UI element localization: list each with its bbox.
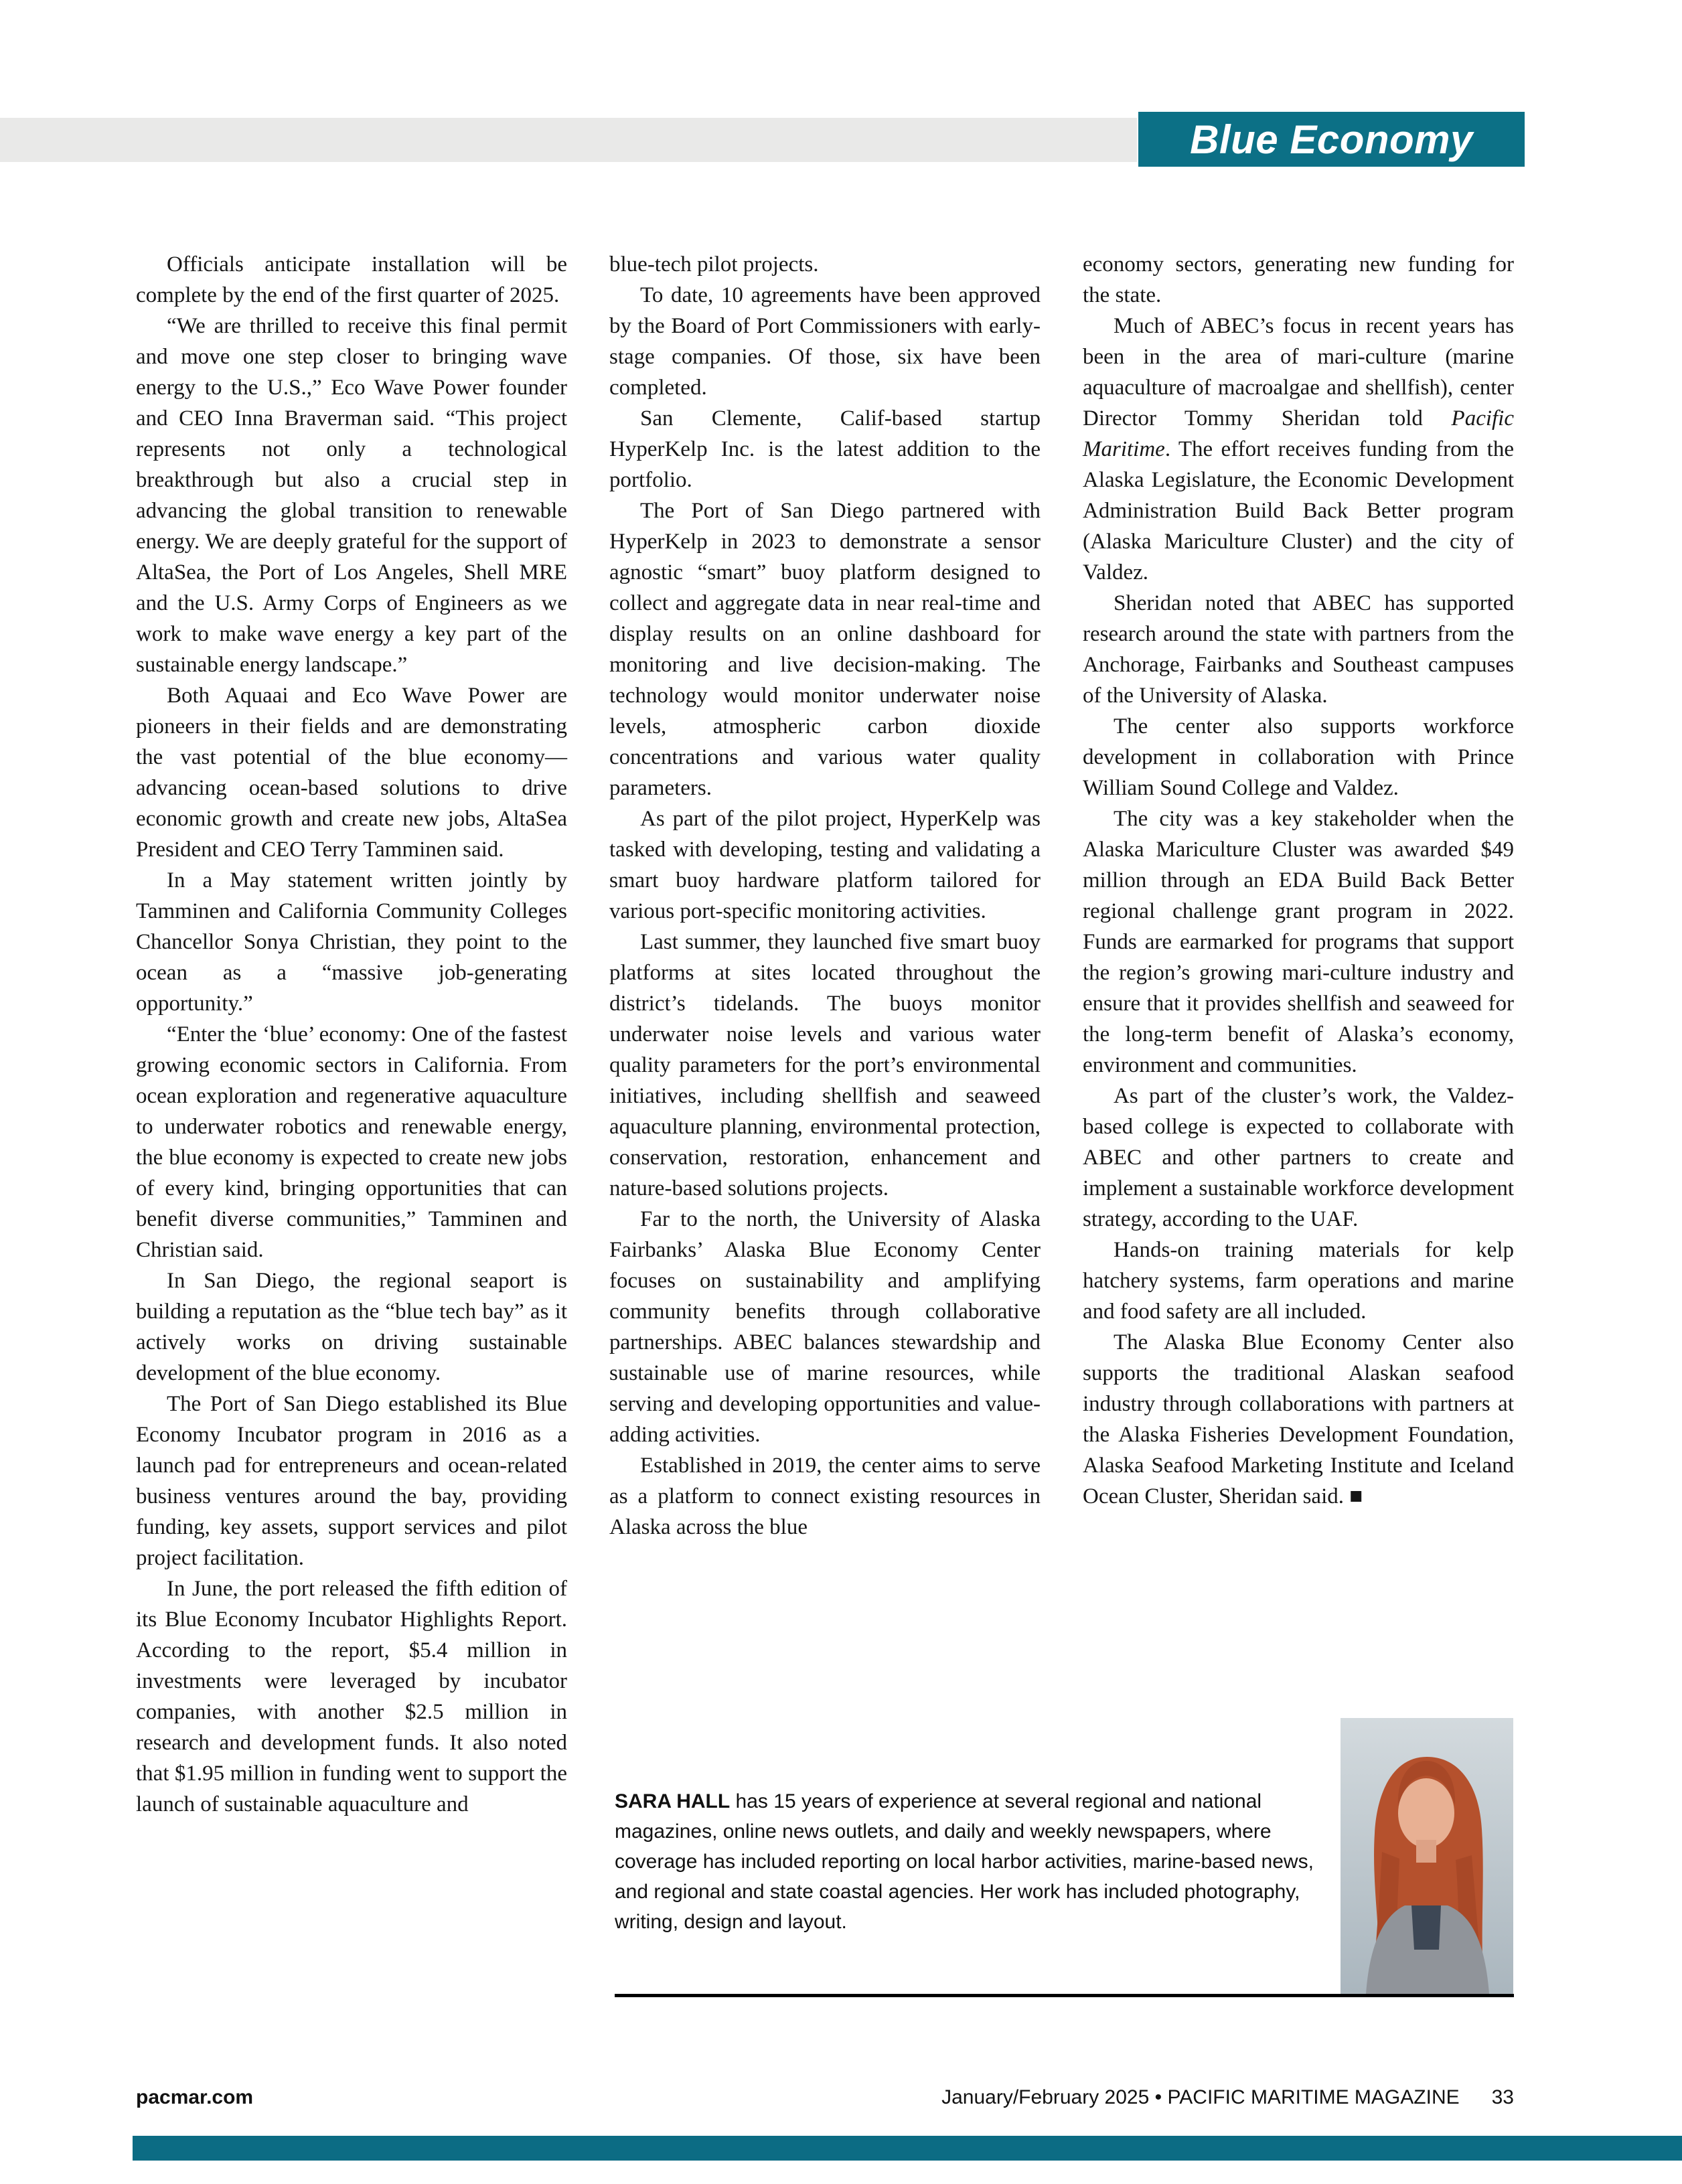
bottom-bar	[133, 2136, 1682, 2161]
paragraph: The city was a key stakeholder when the Alaska Mariculture Cluster was awarded $49 million through an EDA Build Back Better regional challenge grant program in 2022. Funds are earmarked for programs that support the region’s growing mari-culture industry and ensure that it provides shellfish and seaweed for the long-term benefit of Alaska’s economy, environment and communities.	[1083, 807, 1514, 1077]
header-band	[0, 118, 1137, 162]
author-bio-text: has 15 years of experience at several regional and national magazines, online news outlets, and daily and weekly newspapers, where coverage has included reporting on local harbor activities, marine-based news, and regional and state coastal agencies. Her work has included photography, writing, design and layout.	[615, 1790, 1314, 1933]
footer-issue-magazine	[941, 2086, 1460, 2109]
paragraph: Sheridan noted that ABEC has supported research around the state with partners from the Anchorage, Fairbanks and Southeast campuses of the University of Alaska.	[1083, 591, 1514, 708]
footer-site-url: pacmar.com	[136, 2086, 254, 2108]
paragraph: Established in 2019, the center aims to serve as a platform to connect existing resources in Alaska across the blue	[609, 1454, 1041, 1539]
footer-separator-dot: •	[1154, 2086, 1162, 2108]
publication-name: Pacific Maritime	[1083, 406, 1514, 461]
paragraph: The Port of San Diego established its Blue Economy Incubator program in 2016 as a launch pad for entrepreneurs and ocean-related business ventures around the bay, providing funding, key assets, support services and pilot project facilitation.	[136, 1392, 567, 1570]
paragraph-text: Much of ABEC’s focus in recent years has been in the area of mari-culture (marine aquaculture of macroalgae and shellfish), center Director Tommy Sheridan told	[1083, 314, 1514, 431]
author-photo	[1341, 1718, 1513, 1994]
column-1	[136, 249, 567, 1820]
paragraph: As part of the cluster’s work, the Valdez-based college is expected to collaborate with ABEC and other partners to create and implement a sustainable workforce development strategy, according to the UAF.	[1083, 1084, 1514, 1231]
column-2	[609, 249, 1041, 1820]
paragraph: Far to the north, the University of Alaska Fairbanks’ Alaska Blue Economy Center focuses on sustainability and amplifying community benefits through collaborative partnerships. ABEC balances stewardship and sustainable use of marine resources, while serving and developing opportunities and value-adding activities.	[609, 1207, 1041, 1447]
paragraph: “Enter the ‘blue’ economy: One of the fastest growing economic sectors in California. From ocean exploration and regenerative aquaculture to underwater robotics and renewable energy, the blue economy is expected to create new jobs of every kind, bringing opportunities that can benefit diverse communities,” Tamminen and Christian said.	[136, 1022, 567, 1262]
section-title: Blue Economy	[1190, 116, 1473, 162]
footer-magazine-name: PACIFIC MARITIME MAGAZINE	[1167, 2086, 1460, 2108]
divider-rule	[615, 1994, 1514, 1997]
article-body	[136, 249, 1514, 1820]
author-bio	[615, 1786, 1316, 1937]
footer-issue: January/February 2025	[941, 2086, 1150, 2108]
author-name: SARA HALL	[615, 1790, 731, 1812]
paragraph: “We are thrilled to receive this final permit and move one step closer to bringing wave energy to the U.S.,” Eco Wave Power founder and CEO Inna Braverman said. “This project represents not only a technological breakthrough but also a crucial step in advancing the global transition to renewable energy. We are deeply grateful for the support of AltaSea, the Port of Los Angeles, Shell MRE and the U.S. Army Corps of Engineers as we work to make wave energy a key part of the sustainable energy landscape.”	[136, 314, 567, 677]
column-3	[1083, 249, 1514, 1820]
paragraph: In San Diego, the regional seaport is building a reputation as the “blue tech bay” as it actively works on driving sustainable development of the blue economy.	[136, 1269, 567, 1385]
footer	[136, 2086, 1514, 2109]
paragraph: Both Aquaai and Eco Wave Power are pioneers in their fields and are demonstrating the vast potential of the blue economy—advancing ocean-based solutions to drive economic growth and create new jobs, AltaSea President and CEO Terry Tamminen said.	[136, 684, 567, 862]
paragraph: The Port of San Diego partnered with HyperKelp in 2023 to demonstrate a sensor agnostic “smart” buoy platform designed to collect and aggregate data in near real-time and display results on an online dashboard for monitoring and live decision-making. The technology would monitor underwater noise levels, atmospheric carbon dioxide concentrations and various water quality parameters.	[609, 499, 1041, 800]
paragraph: Officials anticipate installation will be complete by the end of the first quarter of 2025.	[136, 252, 567, 307]
section-banner	[1138, 112, 1525, 167]
footer-right	[941, 2086, 1514, 2109]
paragraph: As part of the pilot project, HyperKelp was tasked with developing, testing and validating a smart buoy hardware platform tailored for various port-specific monitoring activities.	[609, 807, 1041, 923]
paragraph: San Clemente, Calif-based startup HyperKelp Inc. is the latest addition to the portfolio.	[609, 406, 1041, 492]
paragraph: blue-tech pilot projects.	[609, 252, 819, 277]
paragraph-text: . The effort receives funding from the Alaska Legislature, the Economic Development Administration Build Back Better program (Alaska Mariculture Cluster) and the city of Valdez.	[1083, 437, 1514, 584]
paragraph: economy sectors, generating new funding for the state.	[1083, 252, 1514, 307]
paragraph: In June, the port released the fifth edition of its Blue Economy Incubator Highlights Report. According to the report, $5.4 million in investments were leveraged by incubator companies, with another $2.5 million in research and development funds. It also noted that $1.95 million in funding went to support the launch of sustainable aquaculture and	[136, 1577, 567, 1816]
paragraph: The Alaska Blue Economy Center also supports the traditional Alaskan seafood industry through collaborations with partners at the Alaska Fisheries Development Foundation, Alaska Seafood Marketing Institute and Iceland Ocean Cluster, Sheridan said. ■	[1083, 1330, 1514, 1508]
paragraph	[1083, 311, 1514, 588]
paragraph: Last summer, they launched five smart buoy platforms at sites located throughout the district’s tidelands. The buoys monitor underwater noise levels and various water quality parameters for the port’s environmental initiatives, including shellfish and seaweed aquaculture planning, environmental protection, conservation, restoration, enhancement and nature-based solutions projects.	[609, 930, 1041, 1200]
paragraph: The center also supports workforce development in collaboration with Prince William Sound College and Valdez.	[1083, 714, 1514, 800]
author-photo-image	[1341, 1718, 1513, 1994]
paragraph: Hands-on training materials for kelp hatchery systems, farm operations and marine and food safety are all included.	[1083, 1238, 1514, 1324]
paragraph: In a May statement written jointly by Tamminen and California Community Colleges Chancellor Sonya Christian, they point to the ocean as a “massive job-generating opportunity.”	[136, 868, 567, 1016]
footer-page-number: 33	[1491, 2086, 1514, 2108]
paragraph: To date, 10 agreements have been approved by the Board of Port Commissioners with early-stage companies. Of those, six have been completed.	[609, 283, 1041, 400]
